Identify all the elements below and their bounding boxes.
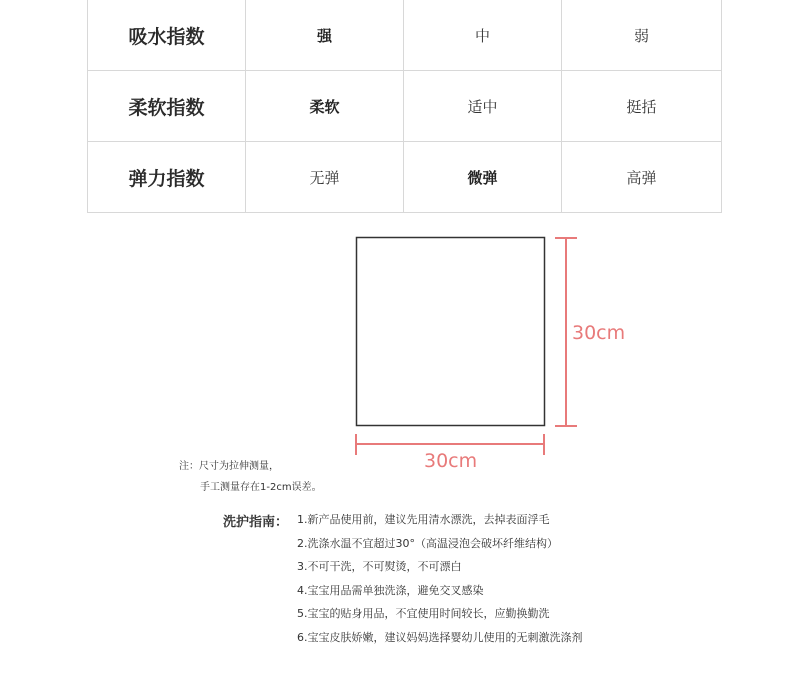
list-item: 2.洗涤水温不宜超过30°（高温浸泡会破坏纤维结构） [297, 536, 558, 550]
row-label: 吸水指数 [88, 0, 246, 71]
height-label: 30cm [572, 322, 626, 344]
value-cell: 无弹 [246, 142, 404, 213]
list-item: 3.不可干洗，不可熨烫，不可漂白 [297, 560, 462, 573]
list-item: 6.宝宝皮肤娇嫩，建议妈妈选择婴幼儿使用的无刺激洗涤剂 [297, 630, 583, 644]
value-cell: 高弹 [562, 142, 722, 213]
product-square [357, 238, 545, 426]
value-cell: 适中 [404, 71, 562, 142]
list-item: 1.新产品使用前，建议先用清水漂洗，去掉表面浮毛 [297, 513, 550, 526]
list-item: 5.宝宝的贴身用品，不宜使用时间较长，应勤换勤洗 [297, 607, 550, 620]
care-guide-list [297, 512, 583, 653]
value-cell: 微弹 [404, 142, 562, 213]
measurement-note-line1: 注：尺寸为拉伸测量， [179, 461, 279, 472]
value-cell: 挺括 [562, 71, 722, 142]
value-cell: 中 [404, 0, 562, 71]
list-item: 4.宝宝用品需单独洗涤，避免交叉感染 [297, 583, 484, 597]
row-label: 柔软指数 [88, 71, 246, 142]
value-cell: 柔软 [246, 71, 404, 142]
care-guide-title: 洗护指南： [223, 515, 289, 530]
row-label: 弹力指数 [88, 142, 246, 213]
value-cell: 强 [246, 0, 404, 71]
value-cell: 弱 [562, 0, 722, 71]
measurement-note-line2: 手工测量存在1-2cm误差。 [200, 482, 322, 493]
width-label: 30cm [424, 450, 478, 472]
